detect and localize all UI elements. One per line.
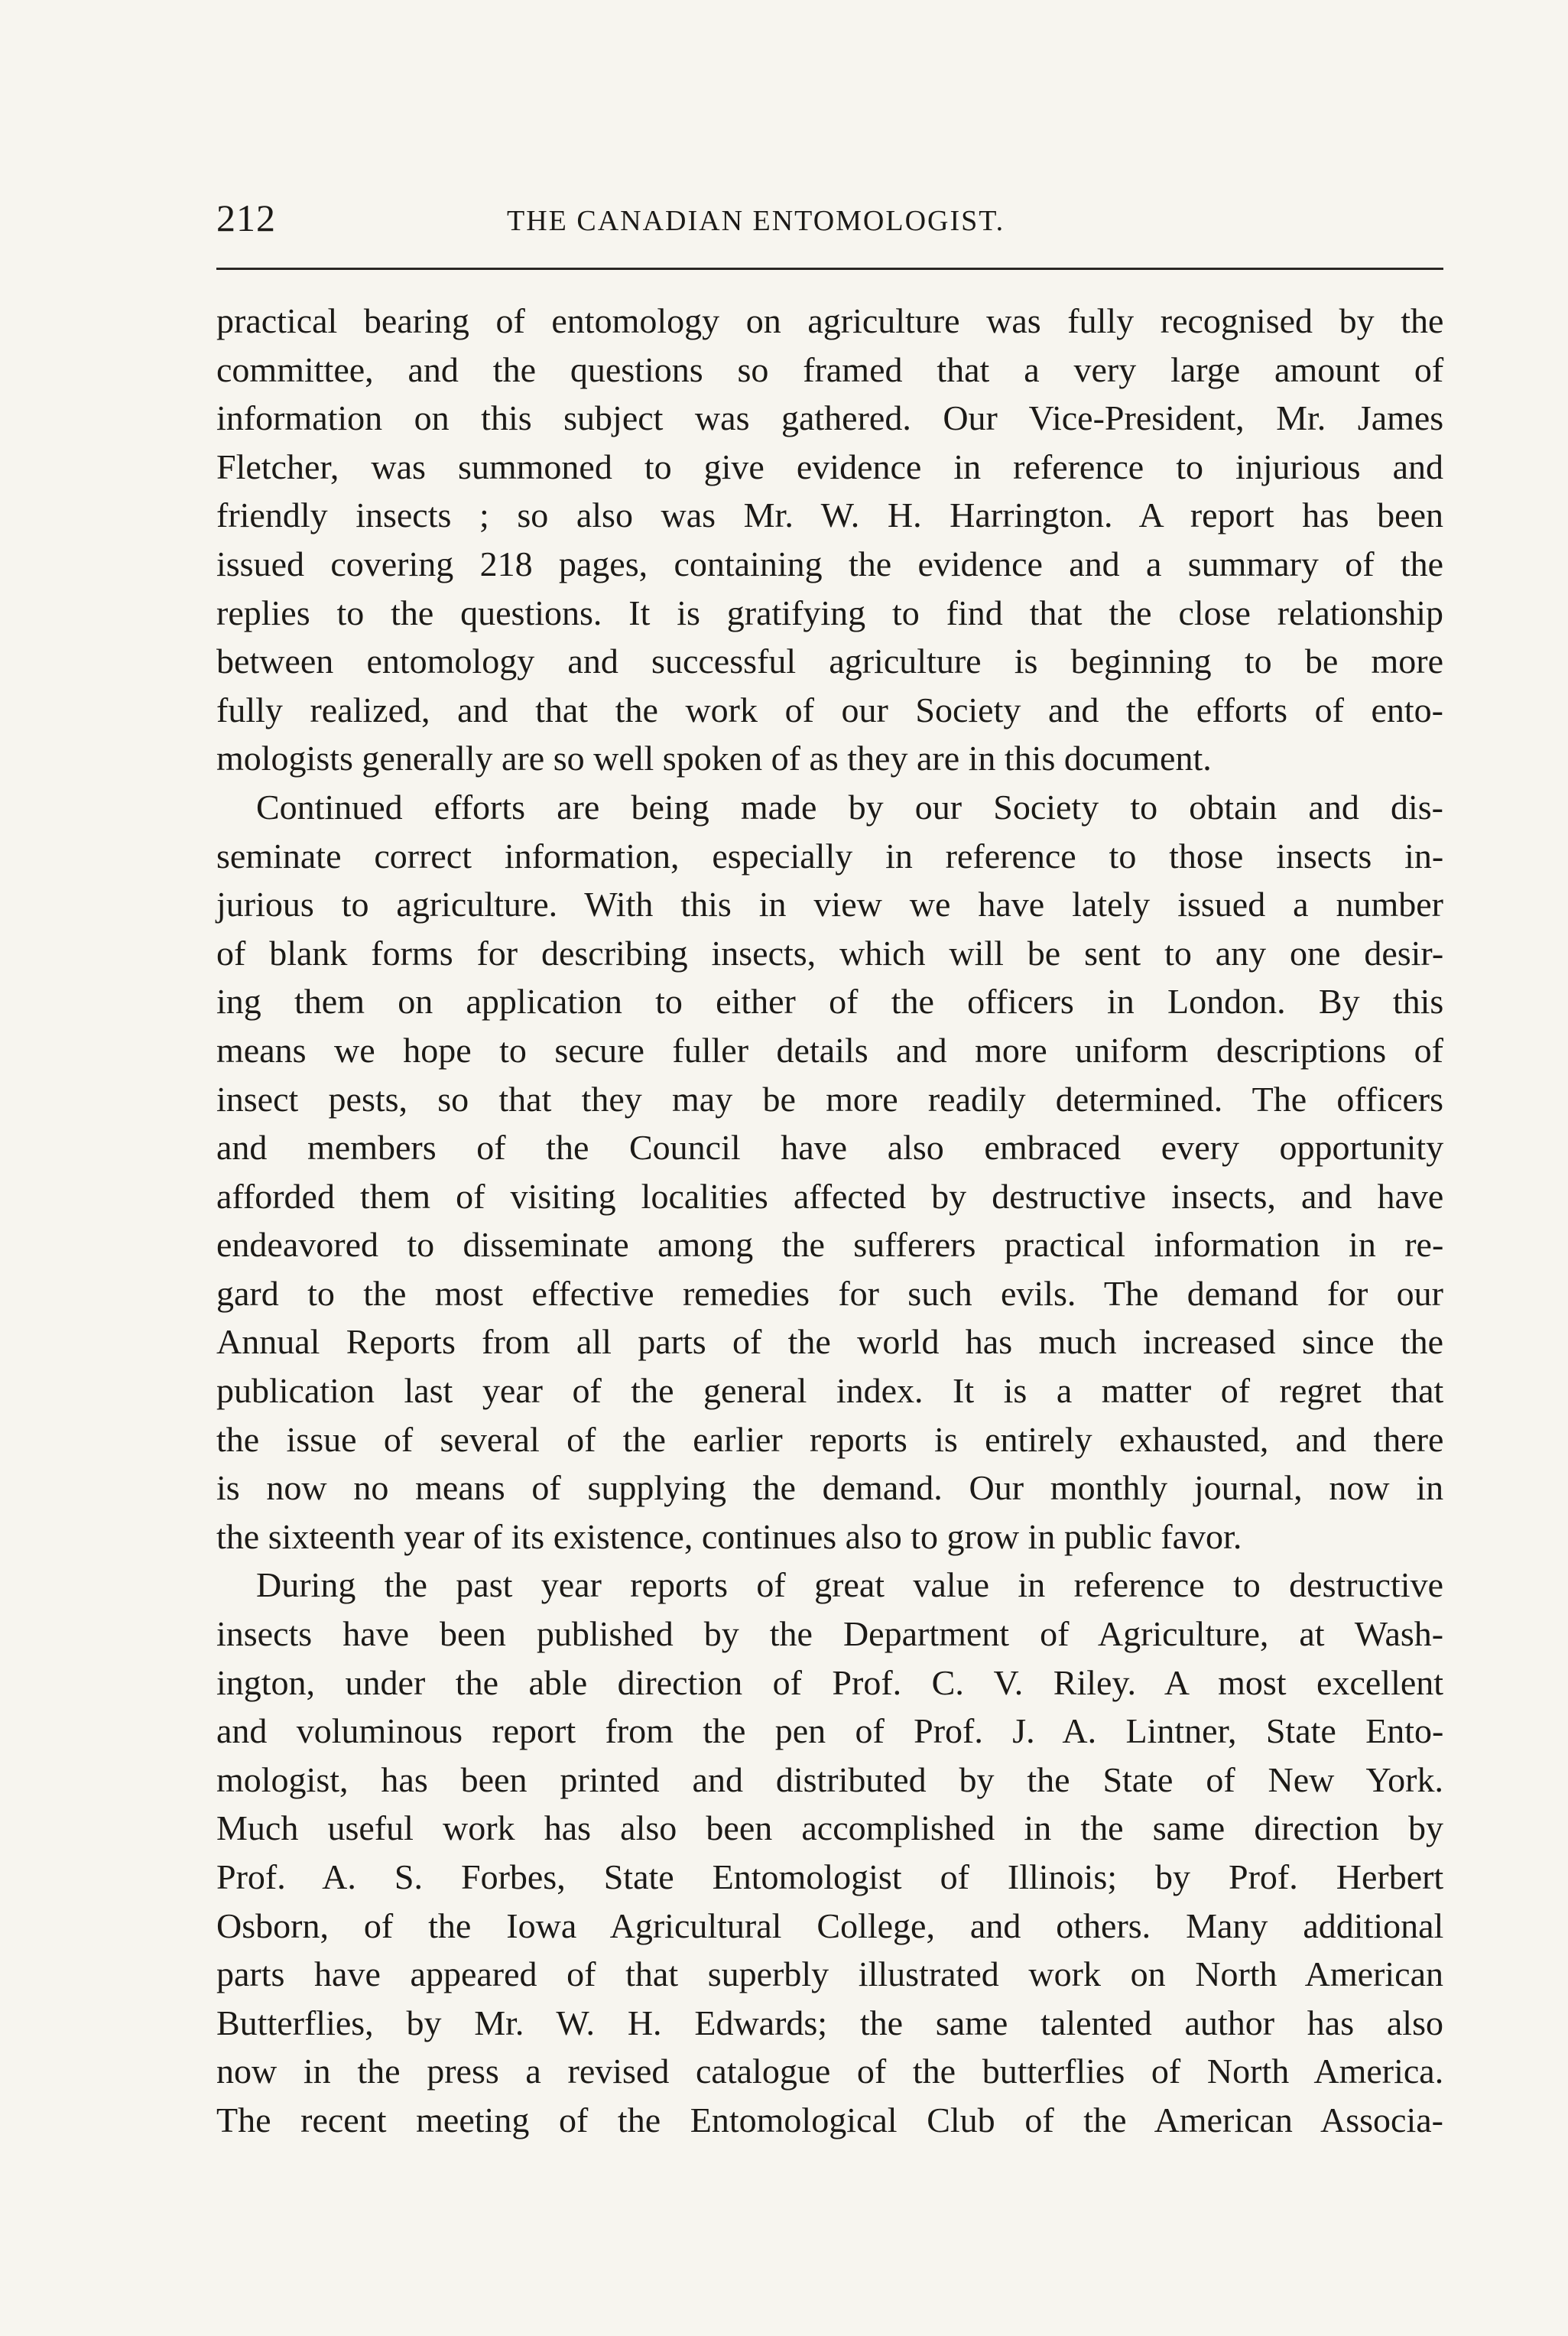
header-rule [216,268,1443,270]
text-line: parts have appeared of that superbly illustrated work on North American [216,1954,1443,1994]
running-head [216,191,1443,245]
text-line: Continued efforts are being made by our Society to obtain and dis- [256,787,1443,827]
text-line: gard to the most effective remedies for such evils. The demand for our [216,1273,1443,1313]
text-line: jurious to agriculture. With this in view we have lately issued a number [216,885,1443,924]
text-line: Much useful work has also been accomplished in the same direction by [216,1808,1443,1848]
page-number: 212 [216,197,276,239]
text-line: practical bearing of entomology on agriculture was fully recognised by the [216,301,1444,340]
paragraph-1 [216,297,1443,783]
text-line: and members of the Council have also embraced every opportunity [216,1128,1444,1168]
text-line: mologists generally are so well spoken of as they are in this document. [216,739,1212,778]
text-line: ing them on application to either of the officers in London. By this [216,982,1444,1022]
text-line: of blank forms for describing insects, which will be sent to any one desir- [216,933,1444,973]
text-line: mologist, has been printed and distributed by the State of New York. [216,1759,1443,1799]
text-line: During the past year reports of great value in reference to destructive [256,1565,1443,1605]
text-line: Fletcher, was summoned to give evidence in reference to injurious and [216,447,1443,486]
text-line: seminate correct information, especially in reference to those insects in- [216,836,1444,876]
text-line: Osborn, of the Iowa Agricultural College, and others. Many additional [216,1906,1444,1945]
text-line: means we hope to secure fuller details and more uniform descriptions of [216,1030,1443,1070]
text-line: endeavored to disseminate among the sufferers practical information in re- [216,1225,1444,1265]
body-text [216,297,1443,2145]
text-line: now in the press a revised catalogue of the butterflies of North America. [216,2052,1444,2091]
text-line: insect pests, so that they may be more readily determined. The officers [216,1079,1443,1119]
text-line: the issue of several of the earlier reports is entirely exhausted, and there [216,1419,1444,1459]
text-line: between entomology and successful agriculture is beginning to be more [216,642,1443,681]
text-line: Prof. A. S. Forbes, State Entomologist of Illinois; by Prof. Herbert [216,1857,1444,1896]
text-line: ington, under the able direction of Prof. C. V. Riley. A most excellent [216,1662,1444,1702]
text-line: committee, and the questions so framed that a very large amount of [216,349,1444,389]
text-line: issued covering 218 pages, containing the evidence and a summary of the [216,544,1444,583]
text-line: The recent meeting of the Entomological Club of the American Associa- [216,2100,1443,2139]
text-line: Annual Reports from all parts of the world has much increased since the [216,1322,1444,1362]
text-line: Butterflies, by Mr. W. H. Edwards; the same talented author has also [216,2003,1443,2042]
paragraph-3 [216,1561,1443,2144]
journal-title: THE CANADIAN ENTOMOLOGIST. [507,205,1005,237]
text-line: is now no means of supplying the demand. Our monthly journal, now in [216,1468,1444,1508]
text-line: afforded them of visiting localities affected by destructive insects, and have [216,1176,1444,1216]
text-line: information on this subject was gathered. Our Vice-President, Mr. James [216,398,1444,438]
text-line: publication last year of the general index. It is a matter of regret that [216,1371,1444,1411]
text-line: replies to the questions. It is gratifying to find that the close relationship [216,593,1443,632]
text-line: the sixteenth year of its existence, continues also to grow in public favor. [216,1516,1242,1556]
text-line: friendly insects ; so also was Mr. W. H. Harrington. A report has been [216,495,1443,535]
text-line: insects have been published by the Department of Agriculture, at Wash- [216,1614,1444,1654]
text-line: fully realized, and that the work of our Society and the efforts of ento- [216,690,1443,729]
paragraph-2 [216,783,1443,1561]
text-line: and voluminous report from the pen of Prof. J. A. Lintner, State Ento- [216,1711,1444,1751]
